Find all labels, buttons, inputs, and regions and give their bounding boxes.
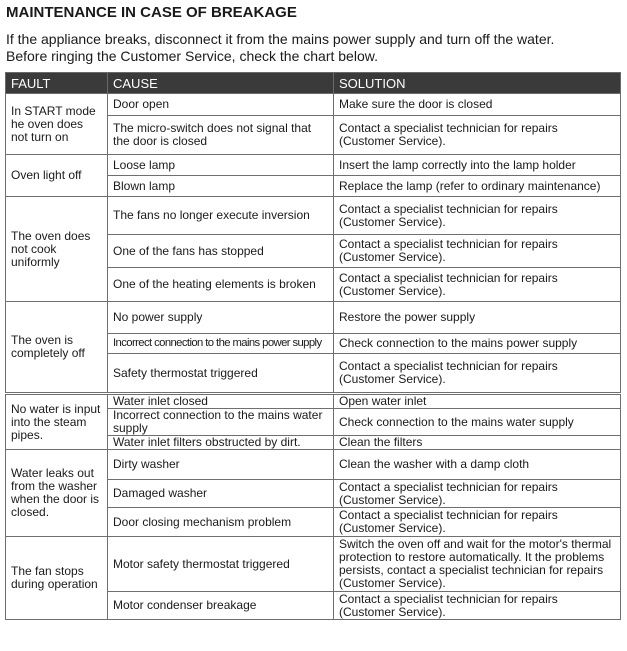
table-row xyxy=(6,302,621,334)
table-row xyxy=(6,537,621,592)
cause-cell: Water inlet closed xyxy=(108,394,334,409)
troubleshooting-table xyxy=(5,72,621,620)
solution-cell: Contact a specialist technician for repairs (Customer Service). xyxy=(334,235,621,268)
table-header-row xyxy=(6,73,621,94)
cause-cell: The micro-switch does not signal that the door is closed xyxy=(108,116,334,155)
solution-cell: Contact a specialist technician for repairs (Customer Service). xyxy=(334,116,621,155)
cause-cell: Incorrect connection to the mains water supply xyxy=(108,409,334,436)
fault-cell: The oven is completely off xyxy=(6,302,108,394)
solution-cell: Switch the oven off and wait for the motor's thermal protection to restore automatically. It the problems persists, contact a specialist technician for repairs (Customer Service). xyxy=(334,537,621,592)
cause-cell: One of the fans has stopped xyxy=(108,235,334,268)
solution-cell: Check connection to the mains water supply xyxy=(334,409,621,436)
table-row xyxy=(6,197,621,235)
cause-cell: Dirty washer xyxy=(108,450,334,480)
solution-cell: Restore the power supply xyxy=(334,302,621,334)
cause-cell: Blown lamp xyxy=(108,176,334,197)
cause-cell: Damaged washer xyxy=(108,480,334,508)
cause-cell: Incorrect connection to the mains power supply xyxy=(108,334,334,354)
cause-cell: Motor safety thermostat triggered xyxy=(108,537,334,592)
intro-text xyxy=(6,31,554,65)
fault-cell: Oven light off xyxy=(6,155,108,197)
solution-cell: Insert the lamp correctly into the lamp holder xyxy=(334,155,621,176)
cause-cell: Loose lamp xyxy=(108,155,334,176)
solution-cell: Open water inlet xyxy=(334,394,621,409)
fault-cell: Water leaks out from the washer when the door is closed. xyxy=(6,450,108,537)
solution-cell: Replace the lamp (refer to ordinary maintenance) xyxy=(334,176,621,197)
header-cause: CAUSE xyxy=(108,73,334,94)
fault-cell: No water is input into the steam pipes. xyxy=(6,394,108,450)
fault-cell: In START mode he oven does not turn on xyxy=(6,94,108,155)
solution-cell: Contact a specialist technician for repairs (Customer Service). xyxy=(334,480,621,508)
solution-cell: Contact a specialist technician for repairs (Customer Service). xyxy=(334,354,621,394)
cause-cell: Door closing mechanism problem xyxy=(108,508,334,537)
cause-cell: No power supply xyxy=(108,302,334,334)
cause-cell: Water inlet filters obstructed by dirt. xyxy=(108,436,334,450)
cause-cell: Door open xyxy=(108,94,334,116)
intro-line-2: Before ringing the Customer Service, check the chart below. xyxy=(6,48,378,64)
solution-cell: Make sure the door is closed xyxy=(334,94,621,116)
solution-cell: Contact a specialist technician for repairs (Customer Service). xyxy=(334,508,621,537)
table-row xyxy=(6,394,621,409)
fault-cell: The oven does not cook uniformly xyxy=(6,197,108,302)
cause-cell: Motor condenser breakage xyxy=(108,592,334,620)
fault-cell: The fan stops during operation xyxy=(6,537,108,620)
table-row xyxy=(6,155,621,176)
header-solution: SOLUTION xyxy=(334,73,621,94)
solution-cell: Clean the filters xyxy=(334,436,621,450)
cause-cell: One of the heating elements is broken xyxy=(108,268,334,302)
table-row xyxy=(6,450,621,480)
cause-cell: Safety thermostat triggered xyxy=(108,354,334,394)
solution-cell: Clean the washer with a damp cloth xyxy=(334,450,621,480)
page-title: MAINTENANCE IN CASE OF BREAKAGE xyxy=(6,4,297,21)
solution-cell: Contact a specialist technician for repairs (Customer Service). xyxy=(334,197,621,235)
cause-cell: The fans no longer execute inversion xyxy=(108,197,334,235)
solution-cell: Contact a specialist technician for repairs (Customer Service). xyxy=(334,592,621,620)
solution-cell: Check connection to the mains power supply xyxy=(334,334,621,354)
intro-line-1: If the appliance breaks, disconnect it from the mains power supply and turn off the water. xyxy=(6,31,555,47)
solution-cell: Contact a specialist technician for repairs (Customer Service). xyxy=(334,268,621,302)
header-fault: FAULT xyxy=(6,73,108,94)
table-row xyxy=(6,94,621,116)
